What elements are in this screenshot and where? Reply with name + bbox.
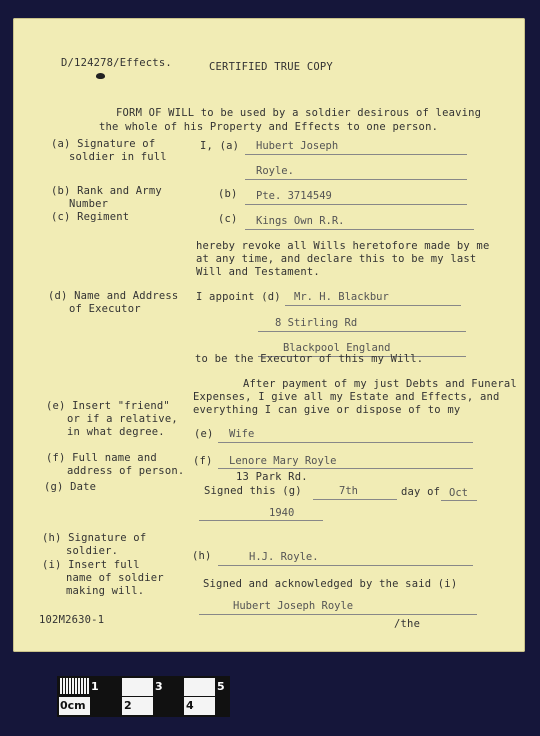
underline-d2: [258, 331, 466, 332]
note-f-2: address of person.: [67, 465, 185, 477]
ink-blot: [96, 73, 105, 79]
document-code: 102M2630-1: [39, 614, 105, 626]
signed-this-label: Signed this (g): [204, 485, 302, 497]
executor-address-1: 8 Stirling Rd: [275, 317, 358, 329]
label-a: I, (a): [200, 140, 240, 152]
scale-label-4: 4: [186, 699, 194, 712]
underline-i: [199, 614, 477, 615]
rank-number: Pte. 3714549: [256, 190, 332, 202]
scale-label-5: 5: [217, 680, 225, 693]
underline-a: [245, 154, 467, 155]
revoke-line-2: at any time, and declare this to be my last: [196, 253, 477, 265]
relation: Wife: [229, 428, 255, 440]
label-e: (e): [194, 428, 214, 440]
after-line-1: After payment of my just Debts and Funeral: [243, 378, 517, 390]
scale-label-3: 3: [155, 680, 163, 693]
beneficiary-name: Lenore Mary Royle: [229, 455, 337, 467]
signed-month: Oct: [449, 487, 468, 499]
scale-bar: [57, 676, 230, 717]
will-document: [13, 18, 525, 652]
scale-label-0cm: 0cm: [60, 699, 86, 712]
note-e-2: or if a relative,: [67, 413, 178, 425]
name-line-1: Hubert Joseph: [256, 140, 339, 152]
underline-d1: [285, 305, 461, 306]
note-g: (g) Date: [44, 481, 97, 493]
regiment: Kings Own R.R.: [256, 215, 345, 227]
note-e-3: in what degree.: [67, 426, 165, 438]
note-i-2: name of soldier: [66, 572, 164, 584]
label-h: (h): [192, 550, 212, 562]
note-d-2: of Executor: [69, 303, 141, 315]
note-i-1: (i) Insert full: [42, 559, 140, 571]
underline-c: [245, 229, 474, 230]
signed-year: 1940: [269, 507, 295, 519]
underline-e: [218, 442, 473, 443]
intro-line-2: the whole of his Property and Effects to one person.: [99, 121, 439, 133]
soldier-signature: H.J. Royle.: [249, 551, 319, 563]
underline-year: [199, 520, 323, 521]
revoke-line-1: hereby revoke all Wills heretofore made by me: [196, 240, 490, 252]
note-h-2: soldier.: [66, 545, 119, 557]
note-b-1: (b) Rank and Army: [51, 185, 162, 197]
intro-line-1: FORM OF WILL to be used by a soldier desirous of leaving: [116, 107, 482, 119]
underline-b: [245, 204, 467, 205]
note-d-1: (d) Name and Address: [48, 290, 179, 302]
reference-number: D/124278/Effects.: [61, 57, 172, 69]
document-title: CERTIFIED TRUE COPY: [209, 61, 333, 73]
underline-a2: [245, 179, 467, 180]
acknowledged-text: Signed and acknowledged by the said (i): [203, 578, 458, 590]
underline-h: [218, 565, 473, 566]
underline-month: [441, 500, 477, 501]
underline-day: [313, 499, 397, 500]
after-line-2: Expenses, I give all my Estate and Effects, and: [193, 391, 500, 403]
scale-label-2: 2: [124, 699, 132, 712]
scale-ticks: [59, 678, 90, 694]
note-c: (c) Regiment: [51, 211, 130, 223]
soldier-full-name: Hubert Joseph Royle: [233, 600, 354, 612]
day-of-label: day of: [401, 486, 441, 498]
scale-label-1: 1: [91, 680, 99, 693]
note-a-1: (a) Signature of: [51, 138, 156, 150]
label-f: (f): [193, 455, 213, 467]
note-f-1: (f) Full name and: [46, 452, 157, 464]
executor-address-2: Blackpool England: [283, 342, 391, 354]
name-line-2: Royle.: [256, 165, 294, 177]
note-b-2: Number: [69, 198, 109, 210]
appoint-label: I appoint (d): [196, 291, 281, 303]
note-i-3: making will.: [66, 585, 145, 597]
continuation-note: /the: [394, 618, 421, 630]
revoke-line-3: Will and Testament.: [196, 266, 320, 278]
label-c: (c): [218, 213, 238, 225]
underline-f: [218, 468, 473, 469]
beneficiary-address: 13 Park Rd.: [236, 471, 308, 483]
executor-name: Mr. H. Blackbur: [294, 291, 389, 303]
note-h-1: (h) Signature of: [42, 532, 147, 544]
executor-statement: to be the Executor of this my Will.: [195, 353, 424, 365]
after-line-3: everything I can give or dispose of to my: [193, 404, 461, 416]
signed-day: 7th: [339, 485, 358, 497]
note-a-2: soldier in full: [69, 151, 167, 163]
note-e-1: (e) Insert "friend": [46, 400, 170, 412]
label-b: (b): [218, 188, 238, 200]
